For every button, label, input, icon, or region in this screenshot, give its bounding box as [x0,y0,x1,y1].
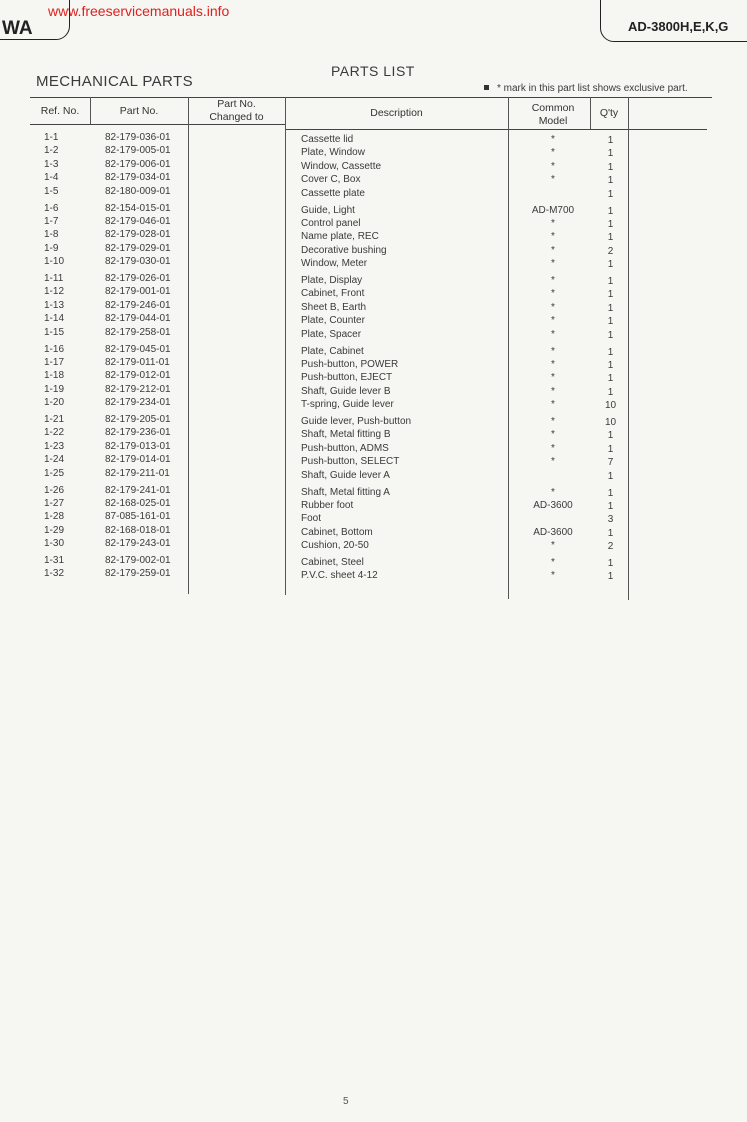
part-no-cell: 82-179-241-01 [105,484,171,496]
section-title: MECHANICAL PARTS [36,73,193,90]
model-label: AD-3800H,E,K,G [628,19,729,34]
part-no-cell: 82-179-014-01 [105,454,171,466]
qty-cell: 1 [607,571,614,583]
common-model-cell: * [551,231,555,243]
qty-cell: 1 [607,527,614,539]
part-no-cell: 82-179-211-01 [105,467,170,479]
description-cell: Cabinet, Bottom [301,526,373,538]
common-model-cell: * [551,315,555,327]
qty-cell: 10 [604,400,617,412]
part-no-cell: 82-179-234-01 [105,397,171,409]
description-cell: Decorative bushing [301,244,387,256]
qty-cell: 1 [607,373,614,385]
common-model-cell: * [551,217,555,229]
legend-note-text: * mark in this part list shows exclusive part. [497,83,688,94]
qty-cell: 1 [607,188,614,200]
common-model-cell: * [551,486,555,498]
description-cell: Window, Meter [301,258,368,270]
part-no-cell: 87-085-161-01 [105,511,171,523]
common-model-cell: * [551,557,555,568]
description-cell: T-spring, Guide lever [301,399,394,411]
common-model-cell: * [551,456,555,468]
qty-cell: 1 [607,500,614,512]
common-model-cell: * [551,258,555,270]
qty-cell: 1 [607,558,614,569]
part-no-cell: 82-179-243-01 [105,538,171,550]
qty-cell: 1 [607,205,614,217]
description-cell: Cassette plate [301,187,365,199]
qty-cell: 1 [607,276,614,287]
header-rule-left [30,124,285,125]
qty-cell: 1 [607,359,614,371]
ref-no-cell: 1-10 [44,256,65,268]
common-model-cell: * [551,385,555,397]
part-no-cell: 82-179-236-01 [105,427,171,439]
ref-no-cell: 1-25 [44,467,65,479]
qty-cell: 7 [607,457,614,469]
description-cell: Guide, Light [301,204,355,216]
common-model-cell: * [551,288,555,300]
common-model-cell: AD-M700 [531,204,575,216]
description-cell: Push-button, EJECT [301,372,393,384]
ref-no-cell: 1-5 [44,185,59,197]
part-no-cell: 82-179-044-01 [105,313,171,325]
part-no-cell: 82-154-015-01 [105,202,171,214]
part-no-cell: 82-179-026-01 [105,273,171,284]
qty-cell: 1 [607,316,614,328]
legend-note [484,83,688,94]
ref-no-cell: 1-1 [44,132,59,143]
ref-no-cell: 1-32 [44,568,65,580]
common-model-cell: * [551,540,555,552]
part-no-cell: 82-180-009-01 [105,185,171,197]
qty-cell: 1 [607,135,614,146]
description-cell: Push-button, POWER [301,358,399,370]
qty-cell: 10 [604,417,617,428]
col-divider [285,97,286,595]
description-cell: Shaft, Guide lever B [301,385,391,397]
description-cell: Shaft, Metal fitting A [301,486,390,498]
header-ref-no: Ref. No. [40,105,80,117]
ref-no-cell: 1-19 [44,383,65,395]
common-model-cell: * [551,275,555,286]
header-common-model: Common Model [531,102,575,127]
ref-no-cell: 1-9 [44,242,59,254]
description-cell: Name plate, REC [301,231,379,243]
ref-no-cell: 1-18 [44,370,65,382]
description-cell: Guide lever, Push-button [301,416,412,427]
part-no-cell: 82-179-005-01 [105,145,171,157]
header-part-no: Part No. [119,105,159,117]
qty-cell: 1 [607,259,614,271]
common-model-cell: * [551,328,555,340]
ref-no-cell: 1-30 [44,538,65,550]
common-model-cell: * [551,301,555,313]
part-no-cell: 82-179-034-01 [105,172,171,184]
part-no-cell: 82-168-025-01 [105,497,171,509]
description-cell: Plate, Cabinet [301,345,364,357]
header-description: Description [370,107,423,119]
qty-cell: 1 [607,470,614,482]
part-no-cell: 82-179-013-01 [105,440,171,452]
description-cell: Plate, Window [301,147,365,159]
description-cell: Cabinet, Front [301,288,365,300]
header-changed-to: Part No. Changed to [209,98,264,123]
ref-no-cell: 1-29 [44,524,65,536]
table-top-rule [30,97,712,98]
part-no-cell: 82-179-011-01 [105,356,170,368]
description-cell: Cabinet, Steel [301,557,364,568]
ref-no-cell: 1-14 [44,313,65,325]
description-cell: Shaft, Metal fitting B [301,429,391,441]
part-no-cell: 82-179-036-01 [105,132,171,143]
qty-cell: 1 [607,430,614,442]
common-model-cell: * [551,372,555,384]
part-no-cell: 82-168-018-01 [105,524,171,536]
description-cell: Rubber foot [301,499,354,511]
ref-no-cell: 1-13 [44,299,65,311]
common-model-cell: * [551,570,555,582]
description-cell: Cushion, 20-50 [301,540,369,552]
ref-no-cell: 1-2 [44,145,59,157]
part-no-cell: 82-179-002-01 [105,555,171,566]
ref-no-cell: 1-16 [44,343,65,355]
common-model-cell: * [551,399,555,411]
ref-no-cell: 1-3 [44,158,59,170]
bullet-icon [484,85,489,90]
qty-cell: 1 [607,289,614,301]
common-model-cell: * [551,174,555,186]
ref-no-cell: 1-7 [44,215,59,227]
part-no-cell: 82-179-258-01 [105,326,171,338]
description-cell: Plate, Counter [301,315,365,327]
page-title: PARTS LIST [331,63,415,79]
ref-no-cell: 1-27 [44,497,65,509]
ref-no-cell: 1-11 [44,273,64,284]
part-no-cell: 82-179-046-01 [105,215,171,227]
ref-no-cell: 1-4 [44,172,59,184]
qty-cell: 1 [607,161,614,173]
header-rule-right [285,129,707,130]
ref-no-cell: 1-26 [44,484,65,496]
qty-cell: 1 [607,443,614,455]
description-cell: Push-button, ADMS [301,442,389,454]
qty-cell: 3 [607,514,614,526]
ref-no-cell: 1-15 [44,326,65,338]
qty-cell: 1 [607,386,614,398]
qty-cell: 1 [607,148,614,160]
common-model-cell: * [551,358,555,370]
brand-label: WA [2,18,33,39]
qty-cell: 1 [607,329,614,341]
description-cell: Plate, Display [301,275,363,286]
description-cell: Cassette lid [301,134,354,145]
qty-cell: 1 [607,218,614,230]
common-model-cell: * [551,147,555,159]
qty-cell: 1 [607,487,614,499]
ref-no-cell: 1-23 [44,440,65,452]
ref-no-cell: 1-12 [44,286,65,298]
common-model-cell: * [551,442,555,454]
part-no-cell: 82-179-030-01 [105,256,171,268]
qty-cell: 2 [607,541,614,553]
part-no-cell: 82-179-012-01 [105,370,171,382]
description-cell: Cover C, Box [301,174,361,186]
common-model-cell: * [551,244,555,256]
qty-cell: 1 [607,302,614,314]
ref-no-cell: 1-31 [44,555,65,566]
col-divider [188,124,189,594]
page-number: 5 [343,1096,349,1107]
common-model-cell: * [551,345,555,357]
description-cell: Window, Cassette [301,160,382,172]
common-model-cell: AD-3600 [533,499,573,511]
common-model-cell: AD-3600 [533,526,573,538]
part-no-cell: 82-179-001-01 [105,286,171,298]
qty-cell: 1 [607,175,614,187]
part-no-cell: 82-179-259-01 [105,568,171,580]
part-no-cell: 82-179-205-01 [105,414,171,425]
description-cell: Plate, Spacer [301,328,362,340]
col-divider [628,97,629,600]
description-cell: Shaft, Guide lever A [301,469,390,481]
common-model-cell: * [551,429,555,441]
part-no-cell: 82-179-006-01 [105,158,171,170]
description-cell: Foot [301,513,322,525]
description-cell: P.V.C. sheet 4-12 [301,570,378,582]
qty-cell: 2 [607,245,614,257]
header-qty: Q'ty [599,107,619,119]
common-model-cell: * [551,134,555,145]
part-no-cell: 82-179-246-01 [105,299,171,311]
ref-no-cell: 1-6 [44,202,59,214]
description-cell: Push-button, SELECT [301,456,400,468]
ref-no-cell: 1-22 [44,427,65,439]
ref-no-cell: 1-8 [44,229,59,241]
qty-cell: 1 [607,346,614,358]
qty-cell: 1 [607,232,614,244]
ref-no-cell: 1-17 [44,356,65,368]
part-no-cell: 82-179-212-01 [105,383,171,395]
common-model-cell: * [551,160,555,172]
common-model-cell: * [551,416,555,427]
part-no-cell: 82-179-045-01 [105,343,171,355]
description-cell: Control panel [301,217,361,229]
ref-no-cell: 1-20 [44,397,65,409]
part-no-cell: 82-179-029-01 [105,242,171,254]
description-cell: Sheet B, Earth [301,301,367,313]
ref-no-cell: 1-28 [44,511,65,523]
ref-no-cell: 1-24 [44,454,65,466]
ref-no-cell: 1-21 [44,414,65,425]
part-no-cell: 82-179-028-01 [105,229,171,241]
site-link[interactable]: www.freeservicemanuals.info [48,3,230,19]
